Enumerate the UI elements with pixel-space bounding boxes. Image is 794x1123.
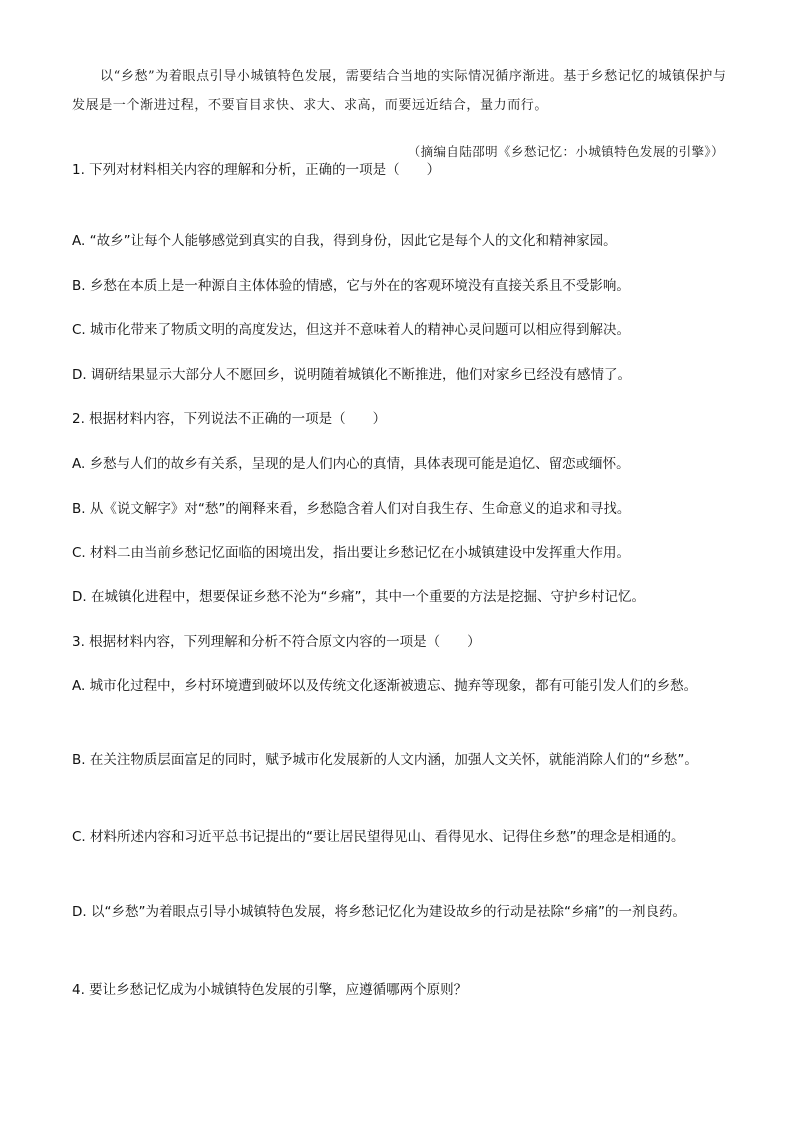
question-2-option-d: D. 在城镇化进程中，想要保证乡愁不沦为“乡痛”，其中一个重要的方法是挖掘、守护乡村记忆。	[72, 589, 645, 605]
question-2-stem: 2. 根据材料内容，下列说法不正确的一项是（ ）	[72, 411, 387, 427]
question-1-option-a: A. “故乡”让每个人能够感觉到真实的自我，得到身份，因此它是每个人的文化和精神家园。	[72, 233, 617, 249]
passage-paragraph	[72, 62, 732, 120]
question-2-option-c: C. 材料二由当前乡愁记忆面临的困境出发，指出要让乡愁记忆在小城镇建设中发挥重大作用。	[72, 545, 631, 561]
passage-source: （摘编自陆邵明《乡愁记忆：小城镇特色发展的引擎》）	[407, 144, 724, 159]
question-2-option-b: B. 从《说文解字》对“愁”的阐释来看，乡愁隐含着人们对自我生存、生命意义的追求和寻找。	[72, 501, 631, 517]
question-4-stem: 4. 要让乡愁记忆成为小城镇特色发展的引擎，应遵循哪两个原则？	[72, 982, 468, 998]
question-1-option-c: C. 城市化带来了物质文明的高度发达，但这并不意味着人的精神心灵问题可以相应得到解决。	[72, 322, 631, 338]
question-3-option-c: C. 材料所述内容和习近平总书记提出的“要让居民望得见山、看得见水、记得住乡愁”的理念是相通的。	[72, 829, 685, 845]
question-1-option-b: B. 乡愁在本质上是一种源自主体体验的情感，它与外在的客观环境没有直接关系且不受影响。	[72, 278, 630, 294]
question-3-stem: 3. 根据材料内容，下列理解和分析不符合原文内容的一项是（ ）	[72, 634, 481, 650]
question-3-option-a: A. 城市化过程中，乡村环境遭到破坏以及传统文化逐渐被遗忘、抛弃等现象，都有可能引发人们的乡愁。	[72, 678, 698, 694]
question-3-option-d: D. 以“乡愁”为着眼点引导小城镇特色发展，将乡愁记忆化为建设故乡的行动是祛除“乡痛”的一剂良药。	[72, 904, 686, 920]
passage-text: 以“乡愁”为着眼点引导小城镇特色发展，需要结合当地的实际情况循序渐进。基于乡愁记忆的城镇保护与发展是一个渐进过程，不要盲目求快、求大、求高，而要远近结合，量力而行。	[72, 69, 727, 113]
question-1-stem: 1. 下列对材料相关内容的理解和分析，正确的一项是（ ）	[72, 162, 441, 178]
question-1-option-d: D. 调研结果显示大部分人不愿回乡，说明随着城镇化不断推进，他们对家乡已经没有感情了。	[72, 367, 631, 383]
question-2-option-a: A. 乡愁与人们的故乡有关系，呈现的是人们内心的真情，具体表现可能是追忆、留恋或缅怀。	[72, 456, 630, 472]
question-3-option-b: B. 在关注物质层面富足的同时，赋予城市化发展新的人文内涵，加强人文关怀，就能消除人们的“乡愁”。	[72, 752, 698, 768]
